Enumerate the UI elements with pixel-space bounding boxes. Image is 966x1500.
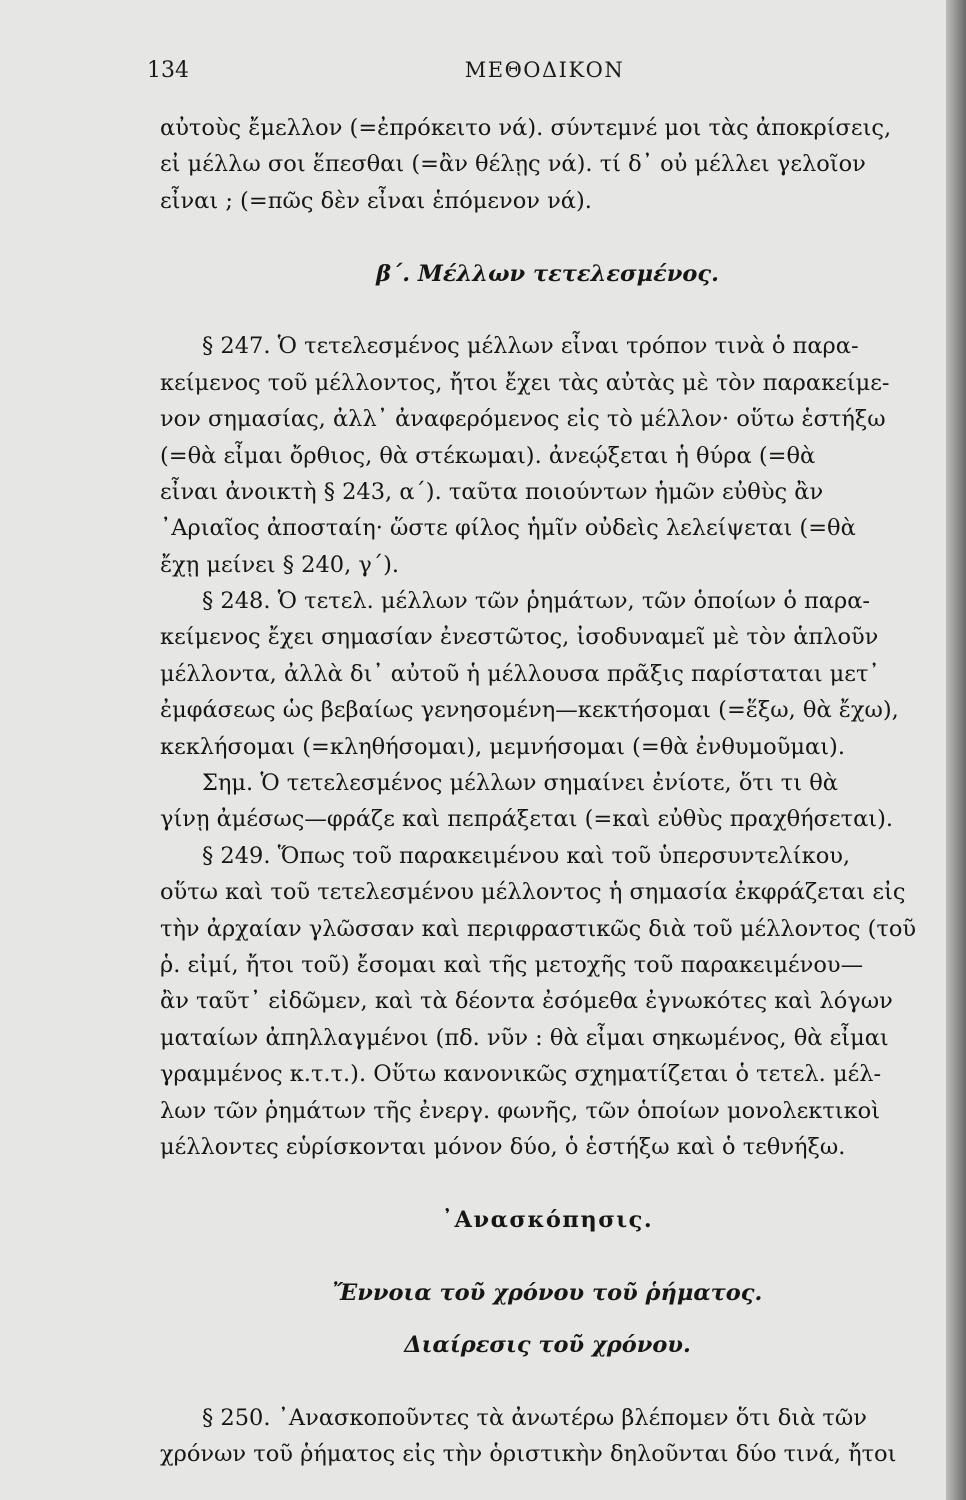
- subheading-concept-of-tense: Ἔννοια τοῦ χρόνου τοῦ ῥήματος.: [332, 1279, 763, 1306]
- paragraph-247-line: (=θὰ εἶμαι ὄρθιος, θὰ στέκωμαι). ἀνεῴξεται ἡ θύρα (=θὰ: [160, 442, 816, 469]
- paragraph-249-line: λων τῶν ῥημάτων τῆς ἐνεργ. φωνῆς, τῶν ὁποίων μονολεκτικοὶ: [160, 1097, 881, 1124]
- note-line: Σημ. Ὁ τετελεσμένος μέλλων σημαίνει ἐνίοτε, ὅτι τι θὰ: [202, 770, 838, 797]
- text-line: αὐτοὺς ἔμελλον (=ἐπρόκειτο νά). σύντεμνέ μοι τὰς ἀποκρίσεις,: [160, 115, 892, 141]
- text-line: εἰ μέλλω σοι ἕπεσθαι (=ἂν θέλῃς νά). τί δ᾽ οὐ μέλλει γελοῖον: [160, 151, 866, 178]
- paragraph-250-line: χρόνων τοῦ ῥήματος εἰς τὴν ὁριστικὴν δηλοῦνται δύο τινά, ἤτοι: [160, 1441, 897, 1468]
- section-heading-b: β΄. Μέλλων τετελεσμένος.: [376, 260, 719, 287]
- paragraph-249-line: γραμμένος κ.τ.τ.). Οὕτω κανονικῶς σχηματίζεται ὁ τετελ. μέλ-: [160, 1061, 882, 1088]
- paragraph-248-line: κείμενος ἔχει σημασίαν ἐνεστῶτος, ἰσοδυναμεῖ μὲ τὸν ἁπλοῦν: [160, 624, 879, 651]
- subheading-division-of-tense: Διαίρεσις τοῦ χρόνου.: [404, 1331, 691, 1358]
- text-line: εἶναι ; (=πῶς δὲν εἶναι ἑπόμενον νά).: [160, 187, 592, 214]
- note-line: γίνῃ ἀμέσως—φράζε καὶ πεπράξεται (=καὶ εὐθὺς πραχθήσεται).: [160, 806, 894, 833]
- paragraph-247-line: ἔχῃ μείνει § 240, γ΄).: [160, 551, 400, 578]
- paragraph-249-line: τὴν ἀρχαίαν γλῶσσαν καὶ περιφραστικῶς διὰ τοῦ μέλλοντος (τοῦ: [160, 915, 917, 942]
- paragraph-247-line: ᾽Αριαῖος ἀποσταίη· ὥστε φίλος ἡμῖν οὐδεὶς λελείψεται (=θὰ: [160, 515, 856, 542]
- paragraph-249-line: ματαίων ἀπηλλαγμένοι (πδ. νῦν : θὰ εἶμαι σηκωμένος, θὰ εἶμαι: [160, 1024, 889, 1051]
- page-number: 134: [147, 58, 189, 83]
- paragraph-248-line: μέλλοντα, ἀλλὰ δι᾽ αὐτοῦ ἡ μέλλουσα πρᾶξις παρίσταται μετ᾽: [160, 660, 880, 687]
- paragraph-248-line: κεκλήσομαι (=κληθήσομαι), μεμνήσομαι (=θὰ ἐνθυμοῦμαι).: [160, 733, 845, 760]
- paragraph-249-line: ἂν ταῦτ᾽ εἰδῶμεν, καὶ τὰ δέοντα ἐσόμεθα ἐγνωκότες καὶ λόγων: [160, 988, 893, 1015]
- paragraph-248-line: ἐμφάσεως ὡς βεβαίως γενησομένη—κεκτήσομαι (=ἕξω, θὰ ἔχω),: [160, 697, 899, 724]
- paragraph-250-line: § 250. ᾽Ανασκοποῦντες τὰ ἀνωτέρω βλέπομεν ὅτι διὰ τῶν: [202, 1404, 867, 1431]
- page-body: [160, 110, 935, 1472]
- paragraph-247-line: κείμενος τοῦ μέλλοντος, ἤτοι ἔχει τὰς αὐτὰς μὲ τὸν παρακείμε-: [160, 369, 890, 396]
- paragraph-248-line: § 248. Ὁ τετελ. μέλλων τῶν ῥημάτων, τῶν ὁποίων ὁ παρα-: [202, 588, 871, 615]
- running-title: ΜΕΘΟΔΙΚΟΝ: [464, 58, 625, 82]
- page-edge-shadow: [946, 0, 966, 1500]
- paragraph-247-line: εἶναι ἀνοικτὴ § 243, α΄). ταῦτα ποιούντων ἡμῶν εὐθὺς ἂν: [160, 478, 824, 505]
- paragraph-249-line: μέλλοντες εὑρίσκονται μόνον δύο, ὁ ἑστήξω καὶ ὁ τεθνήξω.: [160, 1133, 846, 1160]
- paragraph-247-line: § 247. Ὁ τετελεσμένος μέλλων εἶναι τρόπον τινὰ ὁ παρα-: [202, 333, 859, 360]
- paragraph-247-line: νον σημασίας, ἀλλ᾽ ἀναφερόμενος εἰς τὸ μέλλον· οὕτω ἑστήξω: [160, 406, 886, 433]
- paragraph-249-line: § 249. Ὅπως τοῦ παρακειμένου καὶ τοῦ ὑπερσυντελίκου,: [202, 842, 851, 869]
- review-title: ᾽Ανασκόπησις.: [441, 1206, 654, 1233]
- paragraph-249-line: ῥ. εἰμί, ἤτοι τοῦ) ἔσομαι καὶ τῆς μετοχῆς τοῦ παρακειμένου—: [160, 951, 864, 978]
- paragraph-249-line: οὕτω καὶ τοῦ τετελεσμένου μέλλοντος ἡ σημασία ἐκφράζεται εἰς: [160, 879, 906, 906]
- page-header: [147, 58, 942, 88]
